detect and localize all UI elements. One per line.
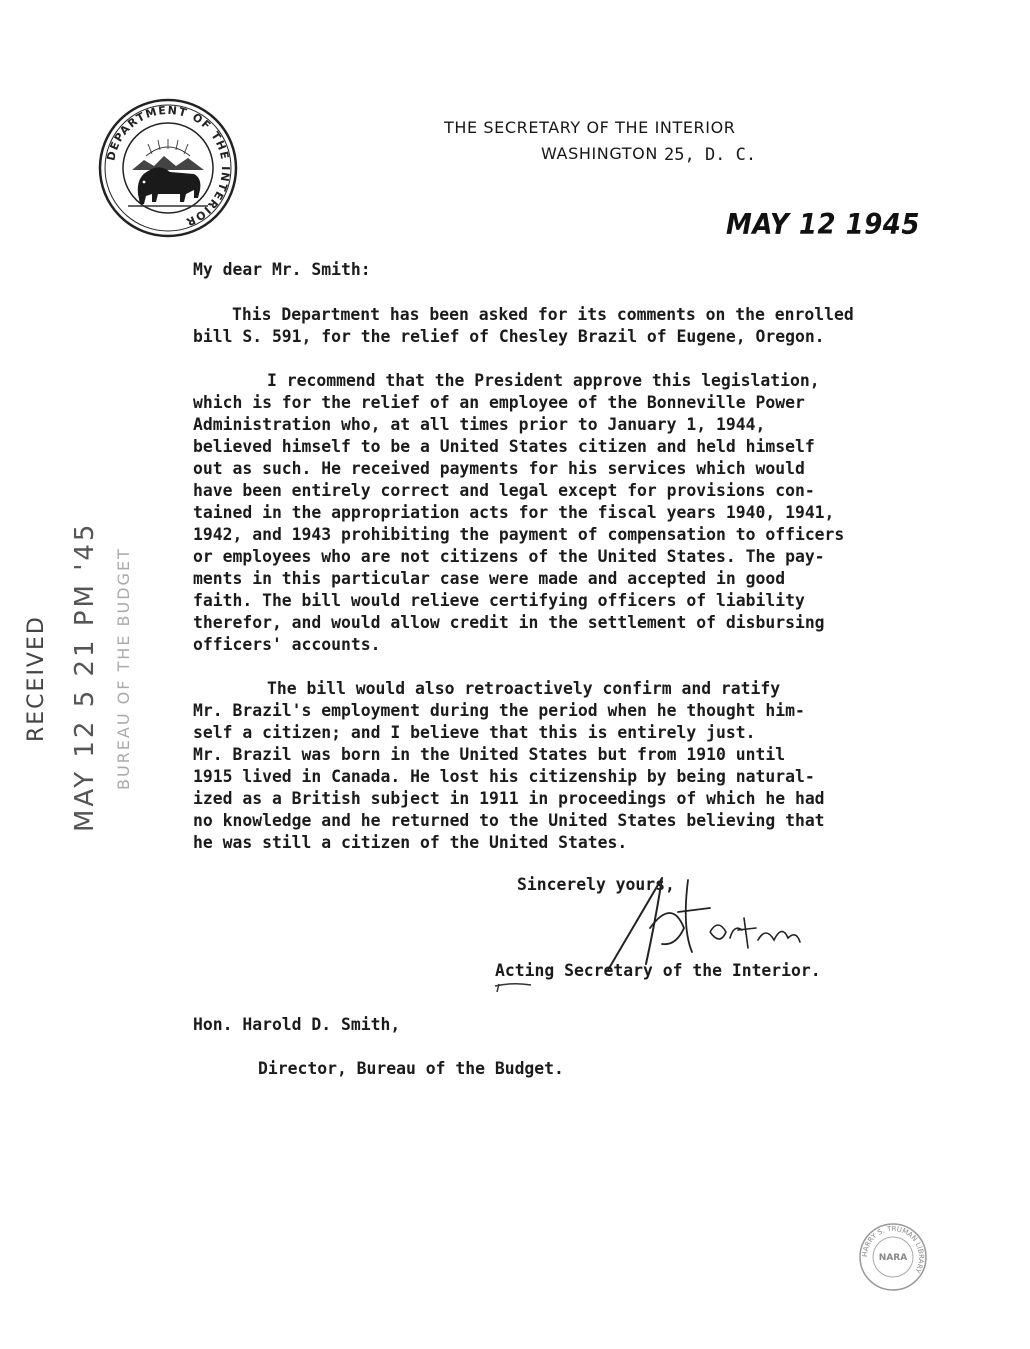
salutation: My dear Mr. Smith:	[193, 260, 371, 279]
letterhead-city: WASHINGTON	[541, 144, 658, 163]
archive-center-text: NARA	[878, 1253, 908, 1263]
bison-seal-icon	[128, 139, 208, 206]
body-line: I recommend that the President approve this legislation,	[267, 371, 820, 390]
body-line: Administration who, at all times prior to January 1, 1944,	[193, 415, 766, 434]
closing: Sincerely yours,	[517, 875, 675, 894]
body-line: therefor, and would allow credit in the settlement of disbursing	[193, 613, 825, 632]
body-line: 1915 lived in Canada. He lost his citizenship by being natural-	[193, 767, 815, 786]
body-line: out as such. He received payments for his services which would	[193, 459, 805, 478]
archive-stamp	[858, 1222, 928, 1292]
body-line: tained in the appropriation acts for the fiscal years 1940, 1941,	[193, 503, 835, 522]
body-line: which is for the relief of an employee of the Bonneville Power	[193, 393, 805, 412]
body-line: no knowledge and he returned to the United States believing that	[193, 811, 825, 830]
signatory-title: Acting Secretary of the Interior.	[495, 961, 821, 980]
body-line: bill S. 591, for the relief of Chesley Brazil of Eugene, Oregon.	[193, 327, 825, 346]
received-stamp-office: BUREAU OF THE BUDGET	[114, 547, 133, 790]
body-line: The bill would also retroactively confirm and ratify	[267, 679, 781, 698]
body-line: or employees who are not citizens of the United States. The pay-	[193, 547, 825, 566]
recipient-title: Director, Bureau of the Budget.	[258, 1059, 564, 1078]
archive-ring-text: HARRY S. TRUMAN LIBRARY	[860, 1224, 926, 1275]
body-line: Mr. Brazil was born in the United States but from 1910 until	[193, 745, 786, 764]
received-stamp-word: RECEIVED	[24, 615, 49, 742]
letterhead-zip: 25, D. C.	[664, 145, 757, 165]
body-line: ments in this particular case were made and accepted in good	[193, 569, 786, 588]
body-line: This Department has been asked for its comments on the enrolled	[232, 305, 854, 324]
department-seal	[98, 98, 238, 238]
seal-ring-text: DEPARTMENT OF THE INTERIOR	[104, 103, 233, 229]
body-line: 1942, and 1943 prohibiting the payment of compensation to officers	[193, 525, 845, 544]
body-line: he was still a citizen of the United States.	[193, 833, 628, 852]
received-stamp-date: MAY 12 5 21 PM '45	[70, 521, 100, 832]
body-line: ized as a British subject in 1911 in proceedings of which he had	[193, 789, 825, 808]
body-line: officers' accounts.	[193, 635, 381, 654]
body-line: believed himself to be a United States citizen and held himself	[193, 437, 815, 456]
body-line: Mr. Brazil's employment during the period when he thought him-	[193, 701, 805, 720]
body-line: self a citizen; and I believe that this is entirely just.	[193, 723, 756, 742]
underline-mark	[493, 980, 533, 994]
recipient-name: Hon. Harold D. Smith,	[193, 1015, 401, 1034]
letterhead-title: THE SECRETARY OF THE INTERIOR	[444, 118, 736, 137]
body-line: have been entirely correct and legal except for provisions con-	[193, 481, 815, 500]
body-line: faith. The bill would relieve certifying officers of liability	[193, 591, 805, 610]
date-stamp: MAY 12 1945	[726, 208, 920, 242]
